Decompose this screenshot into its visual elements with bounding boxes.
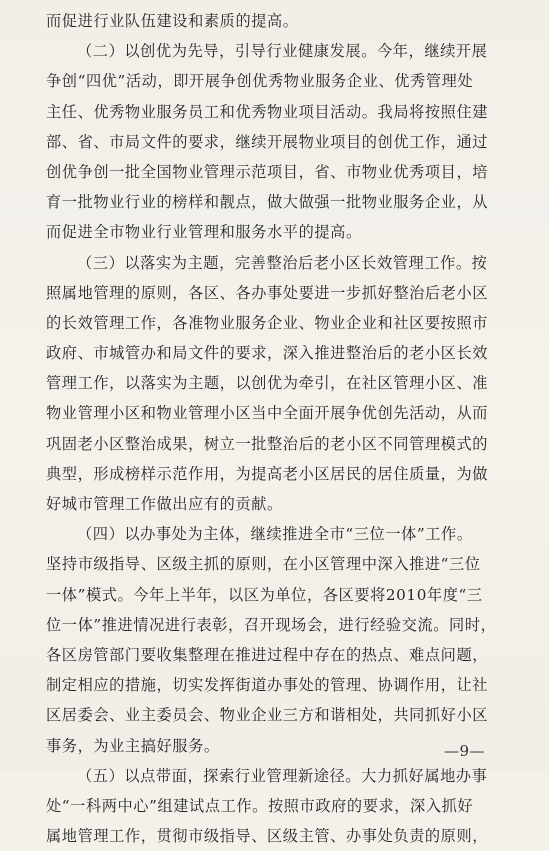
text-line: 好城市管理工作做出应有的贡献。: [46, 495, 283, 513]
text-line: 育一批物业行业的榜样和靓点，做大做强一批物业服务企业，从: [46, 193, 489, 212]
text-line: 照属地管理的原则，各区、各办事处要进一步抓好整治后老小区: [46, 283, 489, 302]
text-line: （三）以落实为主题，完善整治后老小区长效管理工作。按: [77, 253, 488, 272]
text-line: 而促进行业队伍建设和素质的提高。: [46, 12, 299, 30]
text-line: （四）以办事处为主体，继续推进全市“三位一体”工作。: [77, 525, 473, 544]
text-line: 坚持市级指导、区级主抓的原则，在小区管理中深入推进“三位: [46, 555, 481, 574]
text-line: 属地管理工作，贯彻市级指导、区级主管、办事处负责的原则，: [46, 827, 489, 846]
text-line: （五）以点带面，探索行业管理新途径。大力抓好属地办事: [77, 766, 488, 785]
text-line: 各区房管部门要收集整理在推进过程中存在的热点、难点问题，: [46, 645, 489, 664]
text-line: 管理工作，以落实为主题，以创优为牵引，在社区管理小区、准: [46, 374, 489, 393]
text-line: 制定相应的措施，切实发挥街道办事处的管理、协调作用，让社: [46, 676, 489, 695]
page-number: [0, 742, 549, 760]
text-line: 处“一科两中心”组建试点工作。按照市政府的要求，深入抓好: [46, 796, 474, 815]
page-number-text: —9—: [443, 742, 486, 760]
text-line: （二）以创优为先导，引导行业健康发展。今年，继续开展: [77, 42, 488, 61]
text-line: 政府、市城管办和局文件的要求，深入推进整治后的老小区长效: [46, 344, 489, 363]
text-line: 主任、优秀物业服务员工和优秀物业项目活动。我局将按照住建: [46, 102, 489, 121]
text-line: 争创“四优”活动，即开展争创优秀物业服务企业、优秀管理处: [46, 72, 474, 91]
text-line: 典型，形成榜样示范作用，为提高老小区居民的居住质量，为做: [46, 464, 489, 483]
text-line: 物业管理小区和物业管理小区当中全面开展争优创先活动，从而: [46, 404, 489, 423]
text-line: 部、省、市局文件的要求，继续开展物业项目的创优工作，通过: [46, 132, 489, 151]
text-line: 巩固老小区整治成果，树立一批整治后的老小区不同管理模式的: [46, 434, 489, 453]
text-line: 位一体”推进情况进行表彰，召开现场会，进行经验交流。同时，: [46, 615, 497, 634]
text-line: 区居委会、业主委员会、物业企业三方和谐相处，共同抓好小区: [46, 706, 489, 725]
text-line: 创优争创一批全国物业管理示范项目，省、市物业优秀项目，培: [46, 162, 489, 181]
body-text: [46, 6, 509, 851]
text-line: 而促进全市物业行业管理和服务水平的提高。: [46, 223, 362, 242]
text-line: 一体”模式。今年上半年，以区为单位，各区要将2010年度“三: [46, 585, 483, 604]
text-line: 的长效管理工作，各准物业服务企业、物业企业和社区要按照市: [46, 313, 489, 332]
text-line: 事务，为业主搞好服务。: [46, 736, 220, 755]
